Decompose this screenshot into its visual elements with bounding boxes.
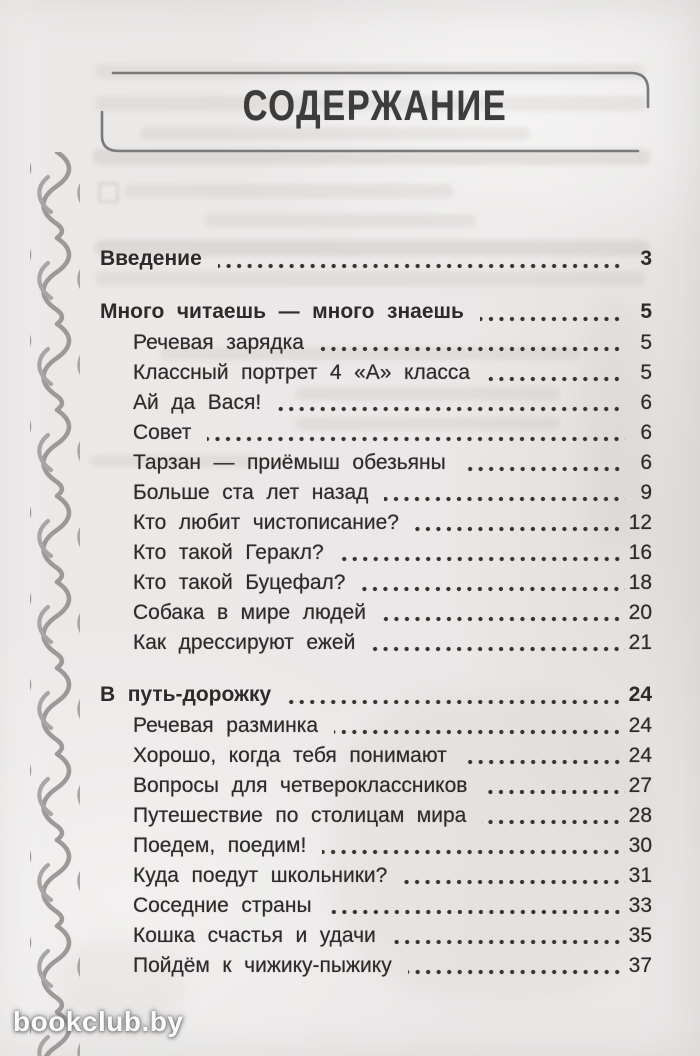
toc-entry-page: 5 — [640, 361, 652, 384]
toc-entry — [100, 478, 652, 508]
bleed-checkbox — [98, 182, 119, 203]
toc-entry-page: 5 — [640, 331, 652, 354]
toc-entry-label: Куда поедут школьники? — [133, 864, 388, 887]
toc-entry-label: Кто такой Буцефал? — [133, 571, 346, 594]
dot-leader — [277, 406, 625, 412]
dot-leader — [403, 879, 625, 885]
toc-entry-page: 6 — [640, 451, 652, 474]
toc-entry-page: 28 — [628, 804, 652, 827]
toc-entry-page: 9 — [640, 481, 652, 504]
toc-entry-page: 21 — [628, 631, 652, 654]
dot-leader — [340, 556, 625, 562]
toc-entry-label: Много читаешь — много знаешь — [100, 300, 464, 323]
toc-entry — [100, 831, 652, 861]
toc-entry-label: Классный портрет 4 «А» класса — [133, 361, 471, 384]
bleed-streak — [205, 214, 475, 227]
toc-entry-label: Больше ста лет назад — [133, 481, 369, 504]
toc-entry-page: 20 — [628, 601, 652, 624]
toc-entry — [100, 358, 652, 388]
toc-entry-page: 3 — [640, 247, 652, 270]
toc-entry-page: 33 — [628, 894, 652, 917]
dot-leader — [207, 436, 625, 442]
toc-entry — [100, 448, 652, 478]
toc-entry-label: Тарзан — приёмыш обезьяны — [133, 451, 446, 474]
dot-leader — [287, 699, 625, 705]
toc-list — [100, 243, 652, 981]
toc-entry — [100, 891, 652, 921]
dot-leader — [382, 616, 625, 622]
toc-entry-page: 6 — [640, 391, 652, 414]
toc-entry-page: 31 — [628, 864, 652, 887]
toc-entry — [100, 538, 652, 568]
toc-entry-page: 18 — [628, 571, 652, 594]
toc-entry — [100, 801, 652, 831]
dot-leader — [322, 849, 625, 855]
dot-leader — [483, 789, 625, 795]
toc-entry — [100, 568, 652, 598]
toc-entry-label: Поедем, поедим! — [133, 834, 307, 857]
dot-leader — [361, 586, 625, 592]
toc-entry-label: Кто такой Геракл? — [133, 541, 324, 564]
watermark: bookclub.by — [13, 1006, 184, 1037]
toc-entry-label: Совет — [133, 421, 192, 444]
toc-entry — [100, 679, 652, 711]
dot-leader — [218, 263, 625, 269]
toc-entry-page: 16 — [628, 541, 652, 564]
toc-entry-label: Как дрессируют ежей — [133, 631, 356, 654]
toc-entry-label: Речевая разминка — [133, 714, 319, 737]
toc-entry-page: 24 — [628, 744, 652, 767]
toc-entry-label: Кто любит чистописание? — [133, 511, 399, 534]
toc-entry-page: 12 — [628, 511, 652, 534]
toc-entry — [100, 921, 652, 951]
toc-entry-label: Собака в мире людей — [133, 601, 366, 624]
dot-leader — [480, 316, 625, 322]
toc-entry-label: Соседние страны — [133, 894, 312, 917]
toc-entry-label: Хорошо, когда тебя понимают — [133, 744, 447, 767]
toc-entry-label: Введение — [100, 247, 202, 270]
toc-entry — [100, 951, 652, 981]
wavy-edge-decoration — [0, 152, 92, 1056]
dot-leader — [463, 759, 625, 765]
toc-entry — [100, 508, 652, 538]
dot-leader — [320, 346, 625, 352]
toc-entry-page: 37 — [628, 954, 652, 977]
toc-entry — [100, 328, 652, 358]
dot-leader — [334, 729, 625, 735]
dot-leader — [328, 909, 625, 915]
toc-entry-page: 35 — [628, 924, 652, 947]
toc-entry — [100, 771, 652, 801]
toc-entry — [100, 741, 652, 771]
toc-entry-page: 5 — [640, 300, 652, 323]
toc-entry — [100, 711, 652, 741]
dot-leader — [486, 376, 625, 382]
toc-entry-page: 24 — [628, 714, 652, 737]
toc-entry — [100, 243, 652, 275]
dot-leader — [408, 969, 625, 975]
dot-leader — [415, 526, 625, 532]
toc-entry — [100, 418, 652, 448]
toc-entry — [100, 628, 652, 658]
toc-entry — [100, 296, 652, 328]
bleed-streak — [124, 184, 454, 198]
toc-entry-label: Вопросы для четвероклассников — [133, 774, 468, 797]
toc-entry-page: 27 — [628, 774, 652, 797]
toc-entry — [100, 388, 652, 418]
toc-entry — [100, 861, 652, 891]
toc-entry-label: Кошка счастья и удачи — [133, 924, 376, 947]
dot-leader — [384, 496, 625, 502]
toc-entry-label: Пойдём к чижику-пыжику — [133, 954, 392, 977]
toc-entry-label: Путешествие по столицам мира — [133, 804, 467, 827]
page-title: СОДЕРЖАНИЕ — [242, 82, 508, 130]
toc-entry — [100, 598, 652, 628]
toc-entry-label: Речевая зарядка — [133, 331, 304, 354]
toc-entry-page: 6 — [640, 421, 652, 444]
toc-entry-page: 30 — [628, 834, 652, 857]
dot-leader — [371, 646, 625, 652]
dot-leader — [462, 466, 625, 472]
dot-leader — [392, 939, 625, 945]
toc-entry-label: В путь-дорожку — [100, 683, 272, 706]
dot-leader — [482, 819, 625, 825]
toc-entry-page: 24 — [628, 683, 652, 706]
toc-entry-label: Ай да Вася! — [133, 391, 262, 414]
